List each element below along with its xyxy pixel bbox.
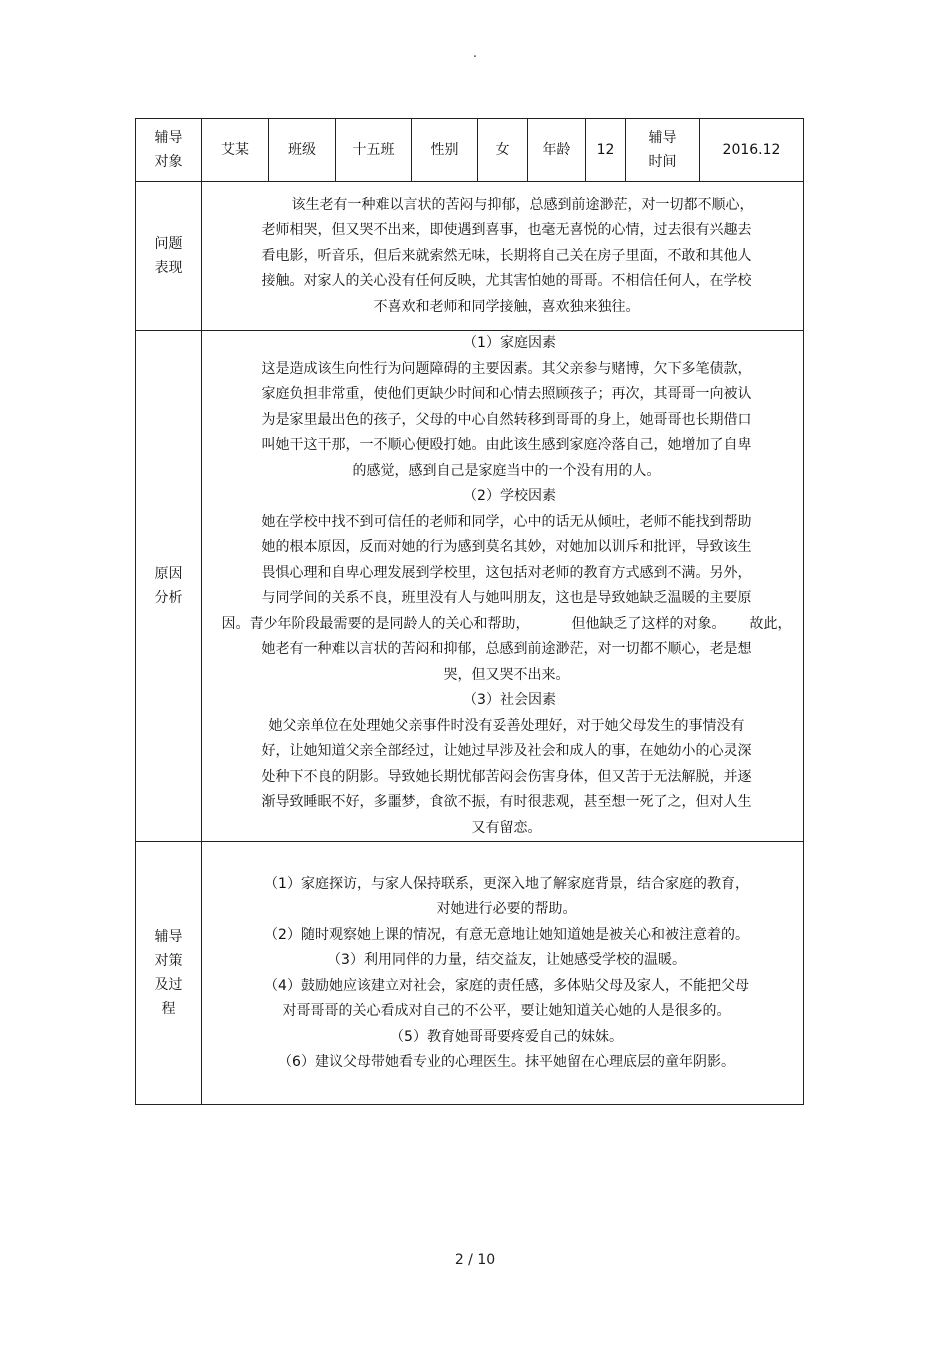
strategy-line: （6）建议父母带她看专业的心理医生。抹平她留在心理底层的童年阴影。	[278, 1054, 735, 1070]
school-line: 与同学间的关系不良，班里没有人与她叫朋友，这也是导致她缺乏温暖的主要原	[261, 590, 752, 606]
gender-label: 性别	[412, 119, 478, 182]
school-line: 她的根本原因，反而对她的行为感到莫名其妙，对她加以训斥和批评，导致该生	[261, 539, 752, 555]
problem-line: 该生老有一种难以言状的苦闷与抑郁，总感到前途渺茫，对一切都不顺心，	[291, 196, 754, 213]
strategy-line: （3）利用同伴的力量，结交益友，让她感受学校的温暖。	[327, 952, 686, 968]
family-line: 的感觉，感到自己是家庭当中的一个没有用的人。	[352, 462, 661, 479]
family-line: 这是造成该生向性行为问题障碍的主要因素。其父亲参与赌博，欠下多笔债款，	[261, 360, 752, 377]
school-line	[202, 612, 803, 638]
strategy-line: （4）鼓励她应该建立对社会，家庭的责任感，多体贴父母及家人，不能把父母	[264, 977, 749, 994]
problem-line: 接触。对家人的关心没有任何反映，尤其害怕她的哥哥。不相信任何人，在学校	[261, 273, 752, 290]
social-line: 好，让她知道父亲全部经过，让她过早涉及社会和成人的事，在她幼小的心灵深	[261, 743, 752, 759]
school-factor-title: （2）学校因素	[463, 488, 556, 504]
school-line: 她在学校中找不到可信任的老师和同学，心中的话无从倾吐，老师不能找到帮助	[261, 513, 752, 530]
social-line: 又有留恋。	[471, 819, 542, 836]
problem-line: 老师相哭，但又哭不出来，即使遇到喜事，也毫无喜悦的心情，过去很有兴趣去	[261, 222, 752, 239]
strategy-line: 对哥哥哥的关心看成对自己的不公平，要让她知道关心她的人是很多的。	[282, 1003, 731, 1019]
school-line: 她老有一种难以言状的苦闷和抑郁，总感到前途渺茫，对一切都不顺心，老是想	[261, 641, 752, 657]
strategy-line: （2）随时观察她上课的情况，有意无意地让她知道她是被关心和被注意着的。	[264, 926, 749, 943]
social-line: 渐导致睡眠不好，多噩梦，食欲不振，有时很悲观，甚至想一死了之，但对人生	[261, 794, 752, 810]
age-value: 12	[586, 119, 626, 182]
social-line: 她父亲单位在处理她父亲事件时没有妥善处理好，对于她父母发生的事情没有	[268, 717, 745, 734]
problem-label: 问题 表现	[136, 182, 202, 331]
family-factor-title: （1）家庭因素	[463, 335, 556, 351]
problem-line: 看电影，听音乐，但后来就索然无味，长期将自己关在房子里面，不敢和其他人	[261, 247, 752, 264]
problem-line: 不喜欢和老师和同学接触，喜欢独来独往。	[373, 298, 640, 315]
school-line-part: 故此，	[749, 615, 792, 632]
family-line: 叫她干这干那，一不顺心便殴打她。由此该生感到家庭冷落自己，她增加了自卑	[261, 437, 752, 453]
time-value: 2016.12	[700, 119, 804, 182]
family-line: 为是家里最出色的孩子，父母的中心自然转移到哥哥的身上，她哥哥也长期借口	[261, 411, 752, 428]
age-label: 年龄	[528, 119, 586, 182]
cause-row	[136, 331, 804, 842]
school-line-part: 因。青少年阶段最需要的是同龄人的关心和帮助，	[221, 615, 530, 632]
strategy-row	[136, 842, 804, 1105]
target-value: 艾某	[202, 119, 269, 182]
target-label: 辅导 对象	[136, 119, 202, 182]
social-factor-title: （3）社会因素	[463, 692, 556, 708]
header-row	[136, 119, 804, 182]
school-line: 哭，但又哭不出来。	[443, 666, 570, 683]
strategy-label: 辅导 对策 及过 程	[136, 842, 202, 1105]
strategy-line: （1）家庭探访，与家人保持联系，更深入地了解家庭背景，结合家庭的教育，	[264, 875, 749, 892]
cause-content	[202, 331, 804, 842]
problem-content	[202, 182, 804, 331]
class-label: 班级	[269, 119, 336, 182]
strategy-content	[202, 842, 804, 1105]
class-value: 十五班	[336, 119, 412, 182]
gender-value: 女	[478, 119, 528, 182]
school-line: 畏惧心理和自卑心理发展到学校里，这包括对老师的教育方式感到不满。另外，	[261, 564, 752, 581]
cause-label: 原因 分析	[136, 331, 202, 842]
page-number: 2 / 10	[454, 1252, 496, 1268]
strategy-line: 对她进行必要的帮助。	[436, 901, 577, 917]
school-line-part: 但他缺乏了这样的对象。	[571, 615, 726, 632]
strategy-line: （5）教育她哥哥要疼爱自己的妹妹。	[390, 1028, 623, 1045]
family-line: 家庭负担非常重，使他们更缺少时间和心情去照顾孩子；再次，其哥哥一向被认	[261, 386, 752, 402]
problem-row	[136, 182, 804, 331]
header-mark: .	[472, 46, 478, 61]
counseling-record-table	[135, 118, 804, 1105]
social-line: 处种下不良的阴影。导致她长期忧郁苦闷会伤害身体，但又苦于无法解脱，并逐	[261, 768, 752, 785]
time-label: 辅导 时间	[626, 119, 700, 182]
